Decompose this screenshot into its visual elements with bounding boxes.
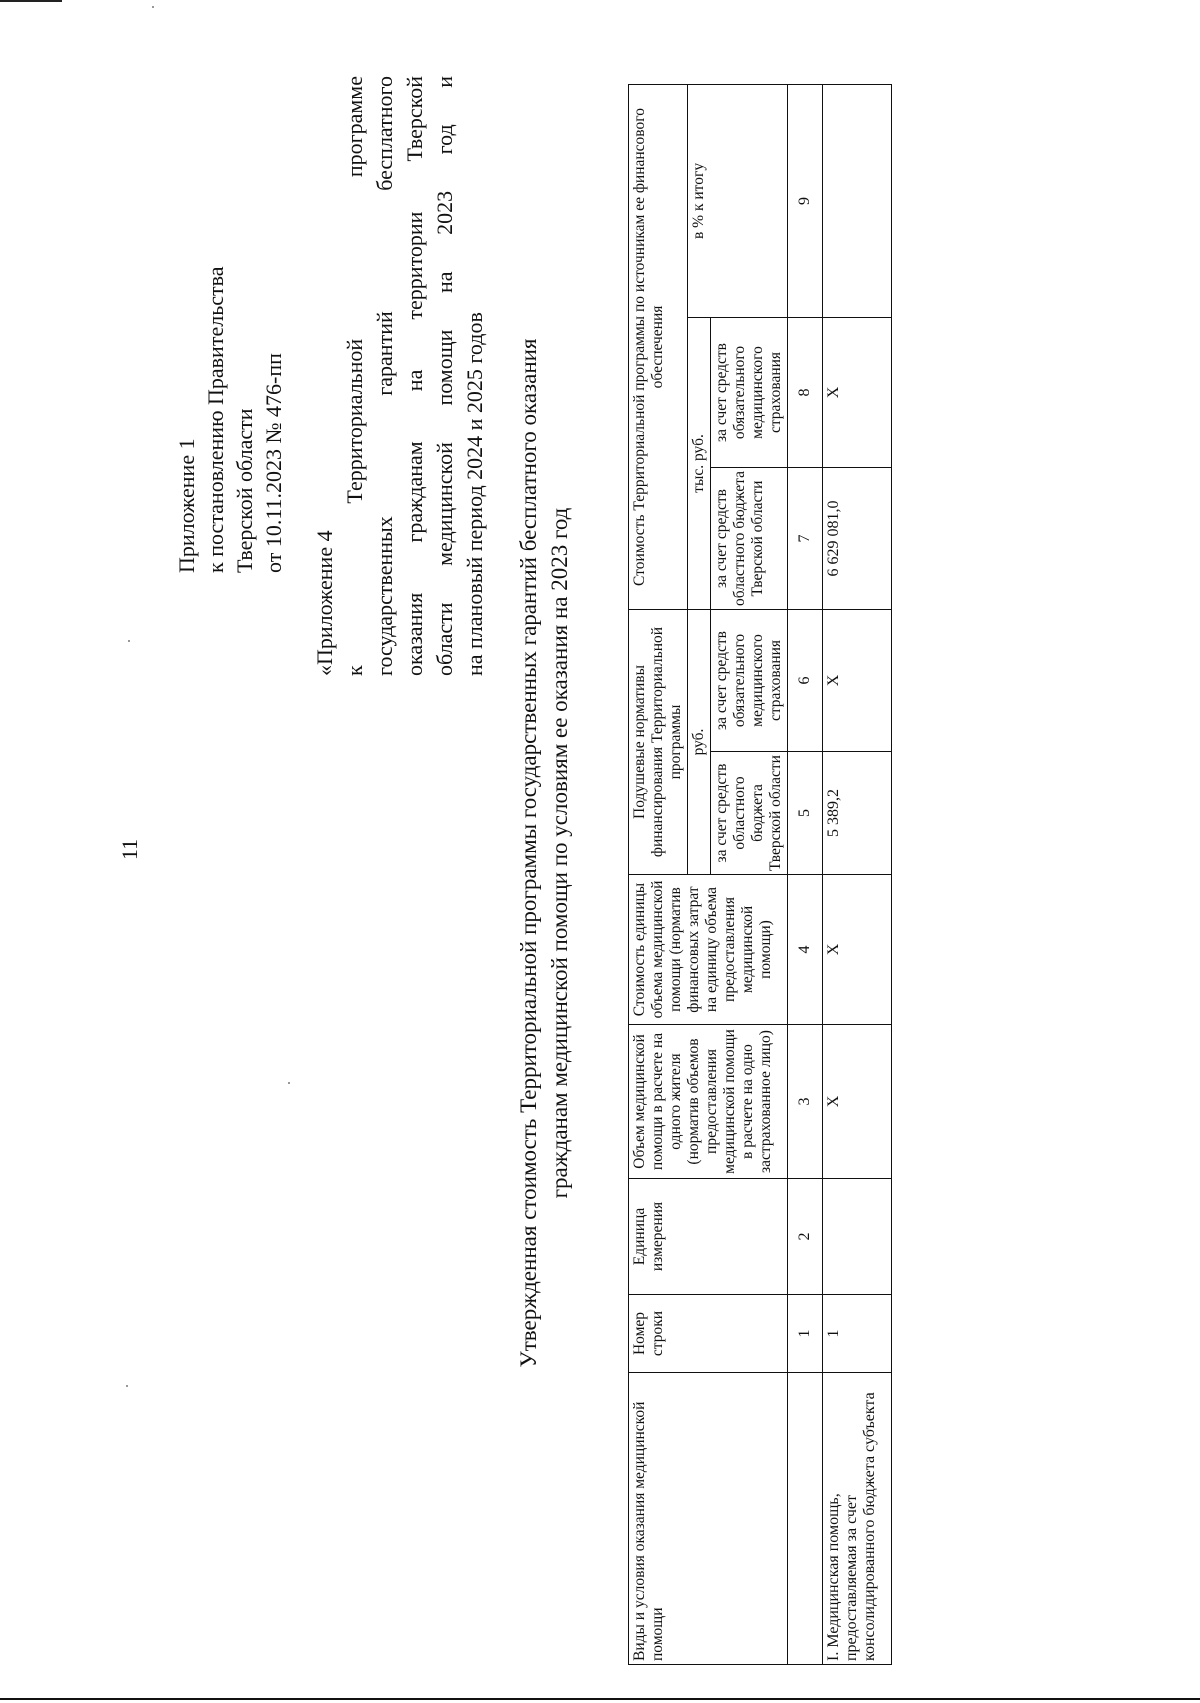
page-number: 11 <box>117 838 142 860</box>
header-thous-rub: тыс. руб. <box>688 317 711 609</box>
header-per-capita-regional-budget: за счет средств областного бюджета Тверской области <box>711 752 788 875</box>
header-unit: Единица измерения <box>629 1179 788 1295</box>
row-number: 1 <box>823 1295 892 1373</box>
document-title <box>513 133 575 1573</box>
header-percent-total: в % к итогу <box>688 84 788 317</box>
header-rub: руб. <box>688 609 711 874</box>
row-per-capita-oms: X <box>823 609 892 751</box>
row-per-capita-budget: 5 389,2 <box>823 752 892 875</box>
row-unit-cost: X <box>823 875 892 1025</box>
title-line: гражданам медицинской помощи по условиям ее оказания на 2023 год <box>547 507 572 1199</box>
header-volume: Объем медицинской помощи в расчете на одного жителя (норматив объемов предоставления медицинской помощи в расчете на одно застрахованное лицо) <box>629 1025 788 1179</box>
program-cost-table <box>628 84 892 1665</box>
column-number: 2 <box>788 1179 823 1295</box>
appendix-1-line: Тверской области <box>232 408 257 573</box>
appendix-4-line: к Территориальной программе <box>342 76 367 676</box>
appendix-1-line: Приложение 1 <box>174 438 199 573</box>
column-number: 3 <box>788 1025 823 1179</box>
appendix-4-line: области медицинской помощи на 2023 год и <box>432 76 457 676</box>
appendix-4-header <box>310 76 490 676</box>
column-number: 7 <box>788 467 823 609</box>
column-number: 5 <box>788 752 823 875</box>
row-unit <box>823 1179 892 1295</box>
row-cost-budget: 6 629 081,0 <box>823 467 892 609</box>
appendix-4-line: на плановый период 2024 и 2025 годов <box>462 312 487 676</box>
appendix-4-line: оказания гражданам на территории Тверской <box>402 76 427 676</box>
column-number: 9 <box>788 84 823 317</box>
header-unit-cost: Стоимость единицы объема медицинской помощи (норматив финансовых затрат на единицу объема предоставления медицинской помощи) <box>629 875 788 1025</box>
appendix-1-line: от 10.11.2023 № 476-пп <box>261 353 286 573</box>
row-name: I. Медицинская помощь, предоставляемая за счет консолидированного бюджета субъекта <box>823 1373 892 1665</box>
header-cost-by-source: Стоимость Территориальной программы по источникам ее финансового обеспечения <box>629 84 688 609</box>
column-number: 6 <box>788 609 823 751</box>
row-percent <box>823 84 892 317</box>
column-number-row <box>788 84 823 1664</box>
header-kinds: Виды и условия оказания медицинской помощи <box>629 1373 788 1665</box>
table-row <box>823 84 892 1664</box>
appendix-1-header <box>172 267 288 573</box>
title-line: Утвержденная стоимость Территориальной программы государственных гарантий бесплатного оказания <box>516 338 541 1368</box>
header-cost-oms: за счет средств обязательного медицинского страхования <box>711 317 788 467</box>
row-cost-oms: X <box>823 317 892 467</box>
header-cost-regional-budget: за счет средств областного бюджета Тверской области <box>711 467 788 609</box>
appendix-4-line: «Приложение 4 <box>312 530 337 676</box>
appendix-4-line: государственных гарантий бесплатного <box>372 76 397 676</box>
header-per-capita: Подушевые нормативы финансирования Территориальной программы <box>629 609 688 874</box>
appendix-1-line: к постановлению Правительства <box>203 266 228 573</box>
column-number: 8 <box>788 317 823 467</box>
header-per-capita-oms: за счет средств обязательного медицинского страхования <box>711 609 788 751</box>
column-number: 1 <box>788 1295 823 1373</box>
column-number: 4 <box>788 875 823 1025</box>
column-number-blank <box>788 1373 823 1665</box>
row-volume: X <box>823 1025 892 1179</box>
header-row-number: Номер строки <box>629 1295 788 1373</box>
